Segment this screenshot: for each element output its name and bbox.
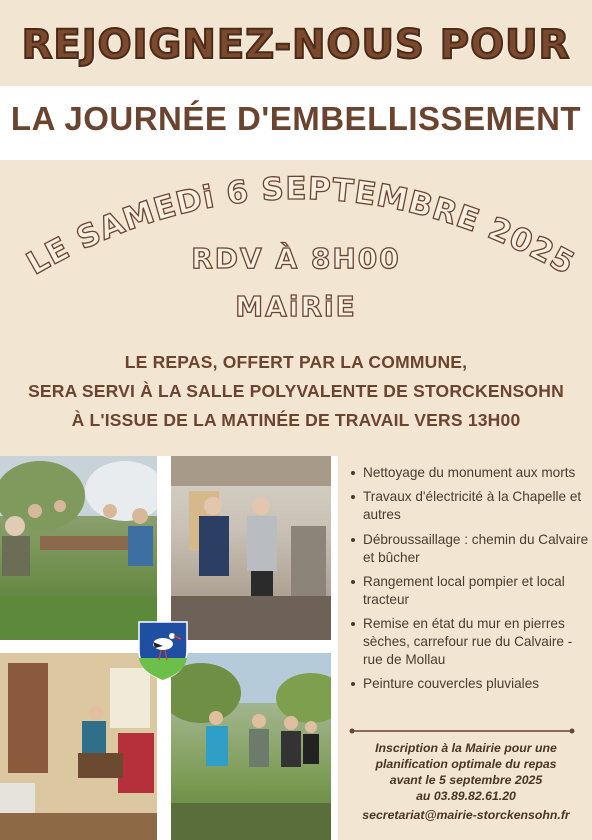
meal-line-1: LE REPAS, OFFERT PAR LA COMMUNE,: [124, 352, 468, 372]
event-date: LE SAMEDi 6 SEPTEMBRE 2025: [20, 170, 581, 283]
photo-group-outdoor: [171, 653, 331, 840]
rdv-place: MAiRiE: [235, 290, 357, 323]
main-title: REJOIGNEZ-NOUS POUR: [21, 22, 571, 68]
email-link[interactable]: secretariat@mairie-storckensohn.fr: [362, 808, 570, 822]
task-item: Débroussaillage : chemin du Calvaire et bûcher: [346, 531, 590, 567]
meal-line-3: À L'ISSUE DE LA MATINÉE DE TRAVAIL VERS 13H00: [71, 410, 521, 430]
task-item: Remise en état du mur en pierres sèches, carrefour rue du Calvaire - rue de Mollau: [346, 615, 590, 669]
commune-coat-of-arms-icon: [137, 620, 189, 682]
subtitle: LA JOURNÉE D'EMBELLISSEMENT: [10, 100, 582, 137]
inscription-line-1: Inscription à la Mairie pour une: [375, 741, 557, 755]
inscription-deadline: avant le 5 septembre 2025: [389, 773, 543, 787]
photo-interior-cabinets: [0, 653, 157, 840]
task-item: Rangement local pompier et local tracteur: [346, 573, 590, 609]
task-item: Travaux d'électricité à la Chapelle et autres: [346, 488, 590, 524]
divider: [349, 728, 575, 734]
meal-line-2: SERA SERVI À LA SALLE POLYVALENTE DE STORCKENSOHN: [28, 381, 564, 401]
rdv-time: RDV À 8H00: [191, 242, 401, 275]
photo-workshop: [171, 456, 331, 640]
inscription-line-2: planification optimale du repas: [375, 757, 557, 771]
task-item: Peinture couvercles pluviales: [346, 675, 590, 693]
task-list: [346, 464, 590, 700]
photo-meal-outdoor: [0, 456, 157, 640]
phone-number: au 03.89.82.61.20: [416, 789, 516, 803]
meal-info: [0, 348, 592, 435]
inscription-info: [340, 740, 592, 823]
task-item: Nettoyage du monument aux morts: [346, 464, 590, 482]
